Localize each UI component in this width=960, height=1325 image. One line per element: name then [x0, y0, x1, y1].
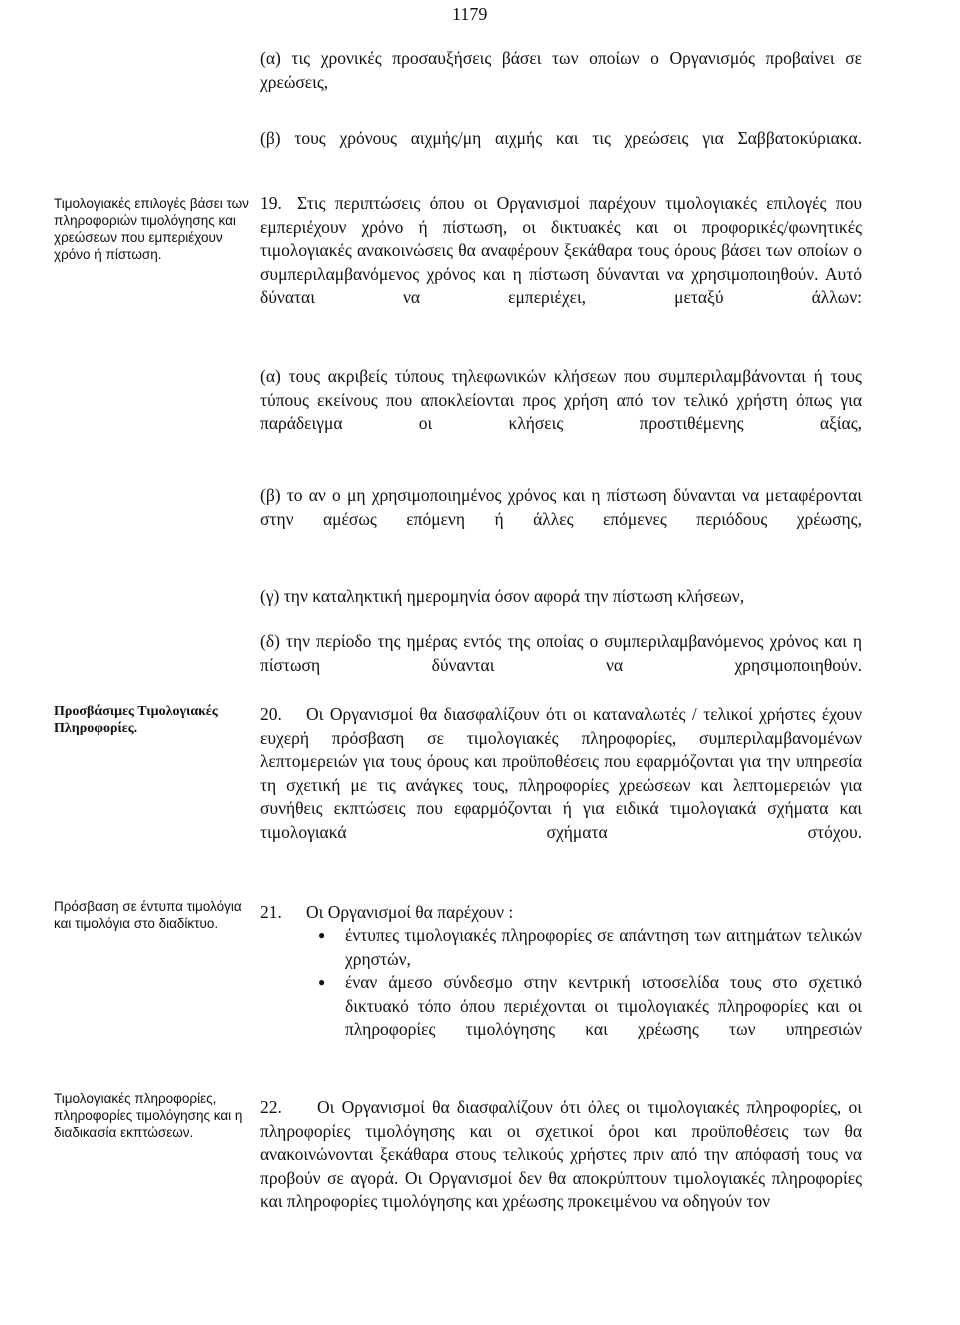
- para-19-item-d: (δ) την περίοδο της ημέρας εντός της οποίας ο συμπεριλαμβανόμενος χρόνος και η πίστωση δύνανται να χρησιμοποιηθούν.: [260, 631, 862, 675]
- sidebar-note-22: Τιμολογιακές πληροφορίες, πληροφορίες τιμολόγησης και η διαδικασία εκπτώσεων.: [54, 1091, 243, 1140]
- sidebar-note-20: Προσβάσιμες Τιμολογιακές Πληροφορίες.: [54, 704, 218, 736]
- para-19-number: 19.: [260, 193, 282, 213]
- top-item-a: (α) τις χρονικές προσαυξήσεις βάσει των οποίων ο Οργανισμός προβαίνει σε χρεώσεις,: [260, 48, 862, 92]
- para-21-number: 21.: [260, 902, 282, 922]
- top-item-b: (β) τους χρόνους αιχμής/μη αιχμής και τις χρεώσεις για Σαββατοκύριακα.: [260, 128, 862, 148]
- sidebar-note-21: Πρόσβαση σε έντυπα τιμολόγια και τιμολόγια στο διαδίκτυο.: [54, 899, 242, 931]
- para-22-number: 22.: [260, 1097, 282, 1117]
- para-21-bullet-1: έντυπες τιμολογιακές πληροφορίες σε απάντηση των αιτημάτων τελικών χρηστών,: [345, 925, 862, 969]
- para-19-item-b: (β) το αν ο μη χρησιμοποιημένος χρόνος και η πίστωση δύνανται να μεταφέρονται στην αμέσως επόμενη ή άλλες επόμενες περιόδους χρέωσης,: [260, 485, 862, 529]
- page-number: 1179: [452, 4, 488, 24]
- para-20-text: Οι Οργανισμοί θα διασφαλίζουν ότι οι καταναλωτές / τελικοί χρήστες έχουν ευχερή πρόσβαση σε τιμολογιακές πληροφορίες, συμπεριλαμβανομένων λεπτομερειών για τους όρους και προϋποθέσεις που εφαρμόζονται για την υπηρεσία τη σχετική με τις ανάγκες τους, πληροφορίες χρεώσεων και λεπτομερειών για συνήθεις εκπτώσεις που εφαρμόζονται ή για ειδικά τιμολογιακά σχήματα και τιμολογιακά σχήματα στόχου.: [260, 704, 862, 842]
- bullet-icon: ●: [318, 975, 326, 989]
- para-21-bullet-2: έναν άμεσο σύνδεσμο στην κεντρική ιστοσελίδα τους στο σχετικό δικτυακό τόπο όπου περιέχονται οι τιμολογιακές πληροφορίες και οι πληροφορίες τιμολόγησης και χρέωσης των υπηρεσιών: [345, 972, 862, 1039]
- para-20-number: 20.: [260, 704, 282, 724]
- para-22-text: Οι Οργανισμοί θα διασφαλίζουν ότι όλες οι τιμολογιακές πληροφορίες, οι πληροφορίες τιμολόγησης και οι σχετικοί όροι και προϋποθέσεις των θα ανακοινώνονται ξεκάθαρα στους τελικούς χρήστες πριν από την απόφασή τους να προβούν σε αγορά. Οι Οργανισμοί δεν θα αποκρύπτουν τιμολογιακές πληροφορίες και πληροφορίες τιμολόγησης και χρέωσης προκειμένου να οδηγούν τον: [260, 1097, 862, 1211]
- para-19-text: Στις περιπτώσεις όπου οι Οργανισμοί παρέχουν τιμολογιακές επιλογές που εμπεριέχουν χρόνο ή πίστωση, οι δικτυακές και οι προφορικές/φωνητικές τιμολογιακές ανακοινώσεις θα αναφέρουν ξεκάθαρα τους όρους βάσει των οποίων ο συμπεριλαμβανόμενος χρόνος και η πίστωση δύνανται να χρησιμοποιηθούν. Αυτό δύναται να εμπεριέχει, μεταξύ άλλων:: [260, 193, 862, 307]
- para-21-intro: Οι Οργανισμοί θα παρέχουν :: [306, 902, 514, 922]
- para-19-item-c: (γ) την καταληκτική ημερομηνία όσον αφορά την πίστωση κλήσεων,: [260, 586, 745, 606]
- sidebar-note-19: Τιμολογιακές επιλογές βάσει των πληροφοριών τιμολόγησης και χρεώσεων που εμπεριέχουν χρόνο ή πίστωση.: [54, 196, 249, 262]
- bullet-icon: ●: [318, 928, 326, 942]
- para-19-item-a: (α) τους ακριβείς τύπους τηλεφωνικών κλήσεων που συμπεριλαμβάνονται ή τους τύπους εκείνους που αποκλείονται προς χρήση από τον τελικό χρήστη όπως για παράδειγμα οι κλήσεις προστιθέμενης αξίας,: [260, 366, 862, 433]
